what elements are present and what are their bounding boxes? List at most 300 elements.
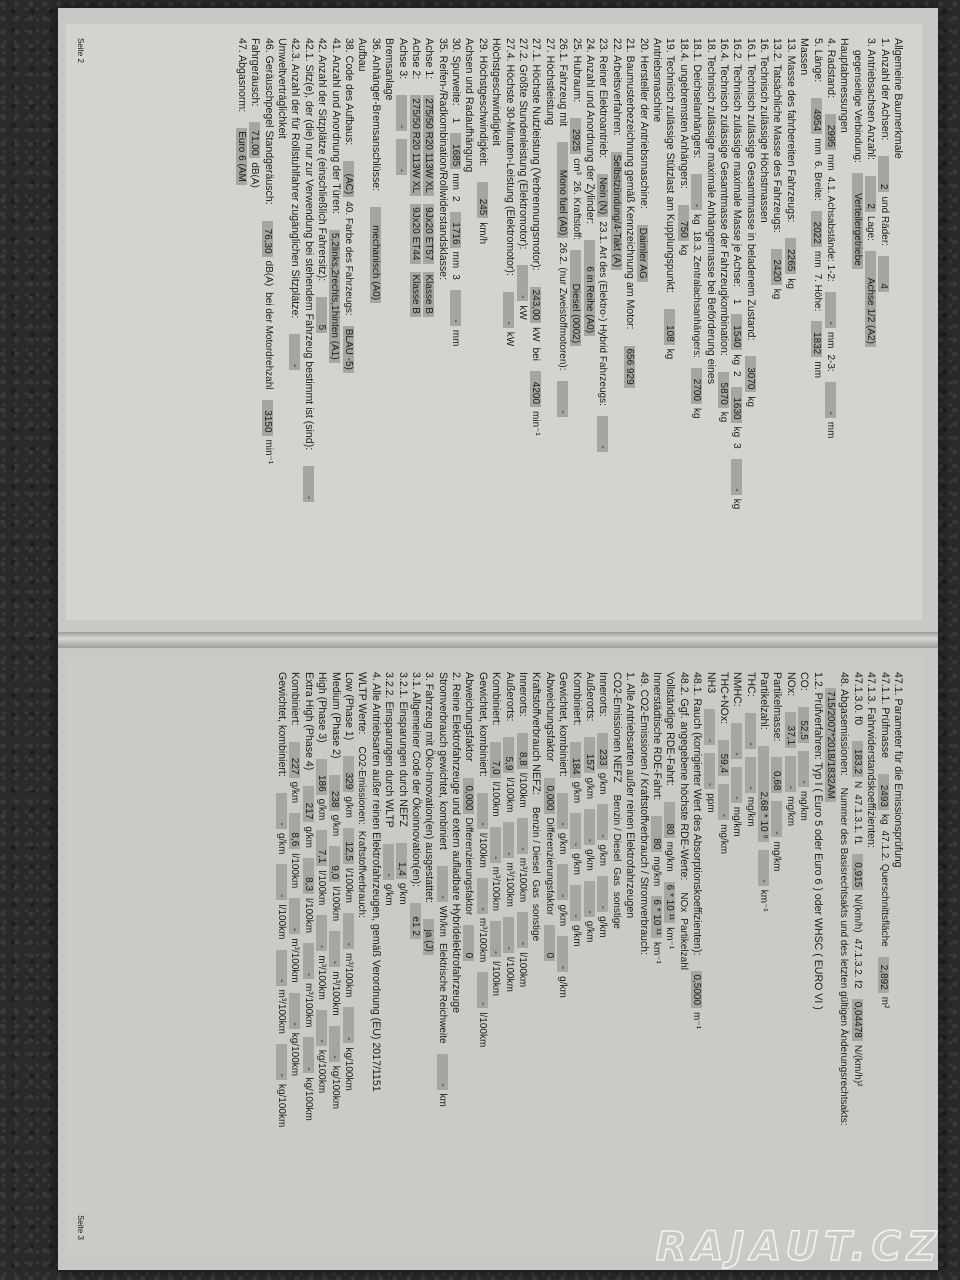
field-text: kg	[731, 498, 743, 510]
field-label: Allgemeine Baumerkmale	[892, 38, 904, 159]
field-text: Gas	[610, 867, 622, 886]
form-line	[636, 38, 649, 606]
field-label: Extra High (Phase 4)	[302, 672, 315, 771]
field-text: mm	[450, 329, 462, 347]
field-value: -	[329, 931, 340, 967]
field-value: -	[490, 827, 501, 863]
field-label: 5. Länge:	[811, 38, 824, 83]
field-text: g/km	[557, 832, 569, 855]
field-value: 5870	[718, 372, 729, 408]
form-line	[623, 38, 636, 606]
page-seite-3-content	[66, 658, 922, 1254]
field-value: -	[276, 864, 287, 900]
field-value: -	[785, 756, 796, 792]
field-value: -	[704, 709, 715, 745]
form-line	[596, 672, 609, 1240]
field-label: 27.2. Größte Stundenleistung (Elektromotor):	[517, 38, 530, 250]
field-text: g/km	[396, 882, 408, 905]
field-label: 27.1. Höchste Nutzleistung (Verbrennungsmotor):	[530, 38, 543, 271]
field-label: CO2-Emissionen NEFZ	[610, 672, 623, 783]
field-value: 0,68	[771, 757, 782, 793]
field-value: Verteilergetriebe	[852, 173, 863, 269]
form-line	[864, 672, 877, 1240]
page-seite-2	[62, 12, 926, 632]
field-label: 48.1. Rauch (korrigierter Wert des Absorptionskoeffizienten):	[691, 672, 704, 956]
field-value: -	[517, 818, 528, 854]
field-value: 2925	[570, 118, 581, 154]
field-value: -	[745, 713, 756, 749]
field-text: mm	[811, 361, 823, 379]
field-value: -	[490, 921, 501, 957]
form-line	[315, 672, 328, 1240]
form-line	[275, 38, 288, 606]
field-text: Differenzierungsfaktor	[543, 817, 555, 916]
page-seite-2-content	[66, 24, 922, 620]
form-line	[556, 38, 569, 606]
field-label: Gewichtet, kombiniert:	[276, 672, 289, 777]
field-text: g/km	[570, 853, 582, 875]
field-text: g/km	[597, 844, 609, 867]
form-line	[234, 38, 247, 606]
field-text: l/100km	[342, 867, 354, 903]
form-line	[797, 672, 810, 1240]
form-line	[891, 38, 904, 606]
field-value: Selbstzündung/4-Takt (A)	[611, 152, 622, 270]
field-text: g/km	[329, 814, 341, 837]
field-text: kg/100km	[289, 1032, 301, 1077]
field-label: THC+NOx:	[717, 672, 730, 725]
field-text: mm	[450, 251, 462, 269]
field-label: Fahrgeräusch:	[249, 38, 262, 107]
field-label: 23. Reiner Elektroantrieb:	[597, 38, 610, 159]
field-text: kg	[771, 288, 783, 300]
field-label: 16.1. Technisch zulässige Gesamtmasse in beladenem Zustand:	[744, 38, 757, 341]
form-line	[342, 672, 355, 1240]
field-text: Wh/km	[436, 905, 448, 937]
form-line	[409, 38, 422, 606]
field-label: 18.4. ungebremsten Anhängers:	[677, 38, 690, 189]
field-label: 16.2. Technisch zulässige maximale Masse je Achse:	[731, 38, 744, 287]
field-value: -	[303, 943, 314, 979]
form-line	[703, 672, 716, 1240]
field-value: 329	[343, 756, 354, 792]
field-value: 108	[664, 309, 675, 345]
field-value: -	[383, 844, 394, 880]
field-text: Differenzierungsfaktor	[463, 817, 475, 916]
field-text: 4.1. Achsabstände: 1-2:	[825, 176, 837, 282]
field-text: 2	[450, 195, 462, 202]
field-label: 49. CO2-Emissionen / Kraftstoffverbrauch / Stromverbrauch:	[637, 672, 650, 956]
form-line	[877, 672, 890, 1240]
field-value: -	[570, 813, 581, 849]
form-line	[449, 38, 462, 606]
field-text: m³/100km	[276, 989, 288, 1034]
field-text: kg	[691, 214, 703, 225]
field-label: Kombiniert:	[490, 672, 503, 726]
field-value: -	[343, 913, 354, 949]
field-text: N/(km/h)²	[851, 1044, 863, 1087]
field-value: 8,3	[303, 858, 314, 894]
field-label: Antriebsmaschine	[650, 38, 663, 123]
form-line	[301, 672, 314, 1240]
field-value: -	[276, 950, 287, 986]
field-text: gegenseitige Verbindung:	[851, 50, 863, 163]
field-label: 3. Fahrzeug mit Öko-Innovation(en) ausgestattet:	[423, 672, 436, 903]
form-line	[636, 672, 649, 1240]
field-text: mg/km	[664, 841, 676, 872]
form-line	[690, 38, 703, 606]
field-text: bei	[530, 347, 542, 362]
form-line	[476, 672, 489, 1240]
field-text: l/100km	[517, 772, 529, 808]
field-value: 6 in Reihe (A0)	[584, 240, 595, 336]
field-text: g/km	[302, 826, 314, 849]
form-line	[623, 672, 636, 1240]
field-label: Abweichungsfaktor	[463, 672, 476, 762]
field-label: 27.4. Höchste 30-Minuten-Leistung (Elektromotor):	[503, 38, 516, 276]
field-label: 38. Code des Aufbaus:	[342, 38, 355, 146]
field-value: 9Jx20 ET57	[423, 204, 434, 263]
field-value: -	[718, 784, 729, 820]
field-value: 184	[570, 742, 581, 778]
field-text: 40. Farbe des Fahrzeugs:	[342, 201, 354, 316]
page-number: Seite 2	[76, 38, 86, 63]
form-line	[650, 672, 663, 1240]
field-value: 80	[664, 802, 675, 838]
field-text: 47.1.3.1. f1	[851, 794, 863, 845]
field-value: -	[798, 751, 809, 787]
field-text: m³/100km	[342, 953, 354, 998]
field-text: mm	[825, 421, 837, 439]
field-label: 25. Hubraum:	[570, 38, 583, 103]
page-number: Seite 3	[76, 1215, 86, 1240]
field-text: l/100km	[476, 1012, 488, 1048]
field-label: 13.2. Tatsächliche Masse des Fahrzeugs:	[771, 38, 784, 233]
form-line	[757, 38, 770, 606]
field-text: 26.2. (nur Zweistoffmotoren):	[557, 242, 569, 371]
field-text: l/100km	[302, 898, 314, 934]
field-label: Achse 3:	[396, 38, 409, 80]
field-value: -	[825, 292, 836, 328]
field-value: mechanisch (A0)	[370, 207, 381, 303]
form-line	[717, 672, 730, 1240]
field-text: 6. Breite:	[811, 160, 823, 201]
field-text: Gas	[530, 879, 542, 898]
field-text: km⁻¹	[650, 941, 662, 964]
field-text: kg/100km	[342, 1047, 354, 1091]
field-text: Lage:	[865, 215, 877, 241]
field-label: 21. Baumusterbezeichnung gemäß Kennzeichnung am Motor:	[624, 38, 637, 330]
field-value: 1832	[811, 321, 822, 357]
field-text: l/100km	[329, 886, 341, 922]
field-text: mg/km	[771, 841, 783, 872]
field-text: g/km	[570, 924, 582, 947]
field-label: 13. Masse des fahrbereiten Fahrzeugs:	[784, 38, 797, 223]
field-text: Benzin / Diesel	[530, 806, 542, 874]
field-label: 35. Reifen-/Radkombination/Rollwiderstandsklasse:	[436, 38, 449, 281]
field-label: 4. Alle Antriebsarten außer reinen Elektrofahrzeugen, gemäß Verordnung (EU) 2017/1151	[369, 672, 382, 1092]
field-value: 227	[289, 742, 300, 778]
field-value: -	[437, 866, 448, 902]
field-label: 3.1. Allgemeiner Code der Ökoinnovation(en):	[409, 672, 422, 887]
field-value: -	[316, 915, 327, 951]
field-text: Elektrische Reichweite	[436, 942, 448, 1044]
field-text: N/(km/h)	[851, 894, 863, 933]
field-label: Kombiniert:	[570, 672, 583, 726]
field-value: Klasse B	[410, 272, 421, 317]
form-line	[743, 38, 756, 606]
field-value: -	[597, 416, 608, 452]
field-label: 47.1. Parameter für die Emissionsprüfung	[892, 672, 904, 868]
field-text: 3	[731, 443, 743, 449]
field-label: 47. Abgasnorm:	[235, 38, 248, 113]
form-line	[663, 38, 676, 606]
field-label: 18. Technisch zulässige maximale Anhängermasse bei Beförderung eines	[704, 38, 717, 385]
field-label: Medium (Phase 2)	[329, 672, 342, 759]
field-text: kg	[784, 278, 796, 289]
field-label: 3. Antriebsachsen Anzahl:	[865, 38, 878, 160]
form-line	[516, 38, 529, 606]
field-label: 24. Anzahl und Anordnung der Zylinder:	[584, 38, 597, 225]
field-value: 6 * 10 ¹¹	[664, 882, 675, 924]
field-text: km⁻¹	[758, 889, 770, 912]
field-value: -	[570, 885, 581, 921]
field-value: 1685	[450, 133, 461, 169]
form-line	[301, 38, 314, 606]
field-value: 1716	[450, 212, 461, 248]
field-value: -	[597, 876, 608, 912]
field-value: 2265	[785, 238, 796, 274]
field-label: Partikelzahl:	[758, 672, 771, 730]
field-value: -	[557, 381, 568, 417]
field-text: m³/100km	[517, 857, 529, 903]
field-text: mm	[825, 331, 837, 349]
field-text: 2	[731, 371, 743, 377]
field-label: Achse 1:	[423, 38, 436, 80]
form-line	[315, 38, 328, 606]
field-value: 5,2links,2rechts,1hinten (A1)	[329, 230, 340, 363]
field-label: 22. Arbeitsverfahren:	[610, 38, 623, 136]
field-text: mm	[811, 250, 823, 268]
field-text: Partikelzahl	[677, 918, 689, 970]
field-text: l/100km	[490, 961, 502, 997]
field-text: und Räder:	[878, 196, 890, 246]
field-value: 275/50 R20 113W XL	[423, 95, 434, 196]
field-label: Partikelmasse:	[771, 672, 784, 742]
field-value: -	[396, 139, 407, 175]
form-line	[275, 672, 288, 1240]
field-label: CO:	[798, 672, 811, 691]
field-label: 19. Technisch zulässige Stützlast am Kupplungspunkt:	[664, 38, 677, 293]
field-value: 9,0	[329, 846, 340, 882]
form-line	[288, 38, 301, 606]
form-line	[676, 672, 689, 1240]
field-text: Nummer des Basisrechtsakts und des letzten gültigen Änderungsrechtsakts:	[838, 787, 850, 1126]
field-text: min⁻¹	[530, 411, 542, 436]
field-text: m³/100km	[316, 955, 328, 1000]
field-value: -	[276, 793, 287, 829]
field-text: kW	[517, 305, 529, 320]
seite-2-lines	[234, 38, 904, 606]
field-label: High (Phase 3)	[316, 672, 329, 743]
field-value: 245	[477, 182, 488, 218]
form-line	[609, 38, 622, 606]
field-value: -	[517, 265, 528, 301]
form-line	[476, 38, 489, 606]
field-value: 233	[597, 733, 608, 769]
field-text: 3	[450, 274, 462, 280]
field-value: 2,68 * 10 ⁹	[758, 746, 769, 842]
field-label: 4. Radstand:	[825, 38, 838, 99]
field-label: 42. Anzahl der Sitzplätze (einschließlich Fahrersitz):	[316, 38, 329, 282]
field-text: kW	[503, 331, 515, 347]
field-value: ja (J)	[423, 919, 434, 955]
field-text: l/100km	[289, 853, 301, 889]
field-value: 0,000	[463, 778, 474, 814]
field-label: Low (Phase 1)	[342, 672, 355, 741]
field-text: kg	[717, 411, 729, 423]
field-text: kg/100km	[316, 1049, 328, 1094]
field-label: 48.2. Ggf. angegebene höchste RDE-Werte:	[677, 672, 690, 881]
field-value: 750	[678, 205, 689, 241]
form-line	[797, 38, 810, 606]
field-label: Gewichtet, kombiniert:	[557, 672, 570, 777]
form-line	[435, 672, 448, 1240]
field-text: l/100km	[476, 832, 488, 868]
field-label: Höchstgeschwindigkeit	[490, 38, 503, 146]
field-text: g/km	[584, 920, 596, 943]
field-label: Hauptabmessungen	[838, 38, 851, 133]
field-value: 59,4	[718, 740, 729, 776]
field-text: sonstige	[610, 891, 622, 929]
field-text: kg	[744, 396, 756, 408]
field-text: mm	[825, 154, 837, 171]
field-text: g/km	[383, 883, 395, 906]
field-value: Mono fuel (A0)	[557, 142, 568, 238]
form-line	[422, 672, 435, 1240]
field-value: -	[289, 993, 300, 1029]
form-line	[864, 38, 877, 606]
field-value: Diesel (0002)	[570, 250, 581, 346]
field-label: 36. Anhänger-Bremsanschlüsse:	[369, 38, 382, 192]
form-line	[690, 672, 703, 1240]
form-line	[449, 672, 462, 1240]
field-text: bei der Motordrehzahl	[262, 292, 274, 390]
form-line	[368, 38, 381, 606]
field-value: 656 929	[624, 346, 635, 388]
form-line	[288, 672, 301, 1240]
form-line	[409, 672, 422, 1240]
field-value: 3070	[745, 356, 756, 392]
field-label: WLTP Werte:	[356, 672, 369, 735]
booklet-gutter	[58, 632, 938, 648]
field-text: l/100km	[503, 956, 515, 992]
field-value: -	[329, 1026, 340, 1062]
field-label: Massen	[798, 38, 811, 76]
field-label: Außerorts:	[503, 672, 516, 722]
field-value: 37,1	[785, 712, 796, 748]
field-text: 23.1. Art des (Elektro-) Hybrid Fahrzeugs:	[597, 221, 609, 406]
field-text: kg	[731, 354, 743, 366]
field-value: -	[745, 757, 756, 793]
field-value: 0	[544, 925, 555, 961]
field-text: 2-3:	[825, 354, 837, 372]
field-value: 4954	[811, 98, 822, 134]
field-value: -	[691, 174, 702, 210]
field-value: 1540	[731, 314, 742, 350]
field-text: g/km	[570, 781, 582, 804]
field-value: 1630	[731, 387, 742, 423]
seite-3-lines	[275, 672, 904, 1240]
field-value: 0,915	[852, 854, 863, 890]
field-value: -	[517, 912, 528, 948]
field-value: (AC)	[343, 161, 354, 197]
field-value: 4	[878, 256, 889, 292]
field-label: Innerstädtische RDE-Fahrt:	[650, 672, 663, 801]
field-label: Abweichungsfaktor	[543, 672, 556, 762]
field-text: kg/100km	[329, 1065, 341, 1110]
field-label: 48. Abgasemissionen:	[838, 672, 851, 776]
field-value: -	[503, 917, 514, 953]
form-line	[395, 38, 408, 606]
field-value: 238	[329, 775, 340, 811]
field-label: Achse 2:	[409, 38, 422, 80]
field-value: Klasse B	[423, 272, 434, 317]
field-text: m⁻¹	[691, 1012, 703, 1029]
field-text: mg/km	[784, 796, 796, 827]
field-value: 275/50 R20 113W XL	[410, 95, 421, 196]
field-text: g/km	[316, 798, 328, 821]
field-text: m³/100km	[302, 983, 314, 1028]
form-line	[757, 672, 770, 1240]
form-line	[770, 38, 783, 606]
form-line	[462, 672, 475, 1240]
field-value: 2	[878, 156, 889, 192]
field-value: 5	[316, 297, 327, 333]
field-value: 2995	[825, 114, 836, 150]
form-line	[542, 672, 555, 1240]
field-text: Kraftstoffverbrauch:	[356, 830, 368, 918]
field-value: -	[731, 767, 742, 803]
field-text: 26. Kraftstoff:	[570, 180, 582, 241]
field-text: 18.3. Zentralachsanhängers:	[691, 230, 703, 359]
field-value: -	[584, 881, 595, 917]
field-value: -	[771, 801, 782, 837]
form-line	[502, 672, 515, 1240]
field-value: BLAU -5)	[343, 326, 354, 373]
field-value: 9Jx20 ET44	[410, 204, 421, 263]
form-line	[569, 672, 582, 1240]
form-line	[810, 38, 823, 606]
field-value: -	[557, 864, 568, 900]
field-text: dB(A)	[249, 162, 261, 188]
field-value: e1 2	[410, 903, 421, 939]
field-value: 4200	[530, 371, 541, 407]
form-line	[837, 672, 850, 1240]
field-text: l/100km	[316, 870, 328, 906]
form-line	[395, 672, 408, 1240]
field-value: -	[503, 822, 514, 858]
field-text: g/km	[597, 772, 609, 795]
form-line	[542, 38, 555, 606]
form-line	[824, 672, 837, 1240]
field-text: g/km	[289, 781, 301, 804]
field-value: -	[584, 809, 595, 845]
field-label: 41. Anzahl und Anordnung der Türen:	[329, 38, 342, 214]
field-text: 1	[731, 298, 743, 305]
field-value: 2420	[771, 249, 782, 285]
form-line	[569, 38, 582, 606]
